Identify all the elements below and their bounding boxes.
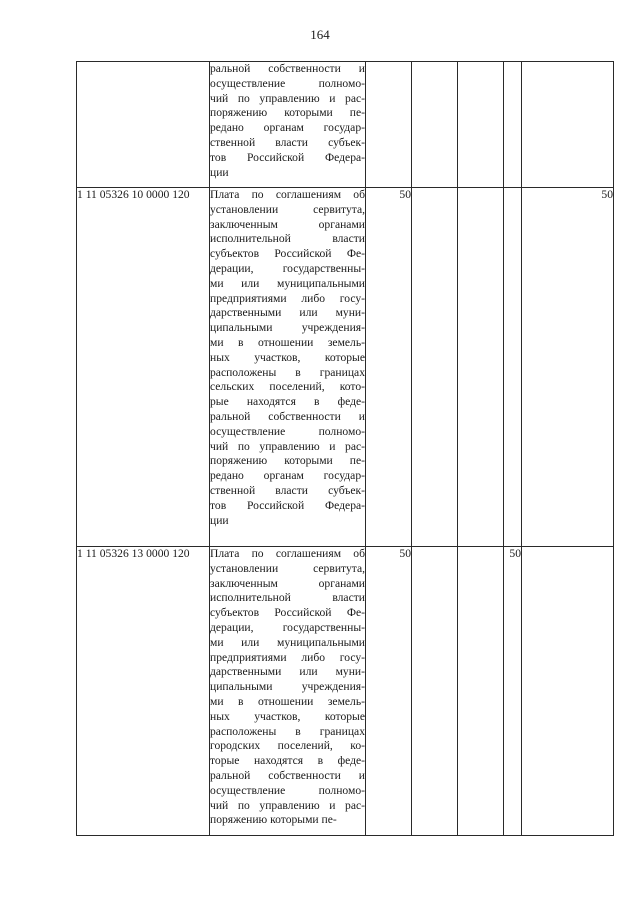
description-line: ственной власти субъек- (210, 483, 365, 497)
amount-cell (522, 62, 614, 188)
amount-cell (412, 188, 458, 547)
description-line: чий по управлению и рас- (210, 91, 365, 105)
table-row (77, 62, 614, 188)
description-line: сельских поселений, кото- (210, 380, 365, 394)
revenue-code-cell: 1 11 05326 13 0000 120 (77, 547, 210, 836)
description-line: ральной собственности и (210, 409, 365, 423)
description-line: исполнительной власти (210, 591, 365, 605)
description-line: чий по управлению и рас- (210, 439, 365, 453)
amount-cell (522, 547, 614, 836)
description-line: Плата по соглашениям об (210, 547, 365, 560)
description-line: ми в отношении земель- (210, 335, 365, 349)
amount-cell (504, 188, 522, 547)
amount-cell: 50 (366, 547, 412, 836)
description-line: осуществление полномо- (210, 76, 365, 90)
description-line: предприятиями либо госу- (210, 650, 365, 664)
amount-cell: 50 (366, 188, 412, 547)
revenue-description-cell (210, 62, 366, 188)
description-line: ми в отношении земель- (210, 694, 365, 708)
description-line: тов Российской Федера- (210, 150, 365, 164)
description-line: расположены в границах (210, 365, 365, 379)
description-line: дарственными или муни- (210, 665, 365, 679)
description-line: поряжению которыми пе- (210, 813, 337, 827)
description-line: ми или муниципальными (210, 276, 365, 290)
description-line: исполнительной власти (210, 232, 365, 246)
description-line: дарственными или муни- (210, 306, 365, 320)
description-line: заключенным органами (210, 576, 365, 590)
description-line: поряжению которыми пе- (210, 106, 365, 120)
description-line: тов Российской Федера- (210, 498, 365, 512)
revenue-description-cell (210, 188, 366, 547)
amount-cell: 50 (522, 188, 614, 547)
revenue-description-cell (210, 547, 366, 836)
amount-cell (458, 62, 504, 188)
description-line: поряжению которыми пе- (210, 454, 365, 468)
description-line: торые находятся в феде- (210, 754, 365, 768)
amount-cell (458, 547, 504, 836)
amount-cell (504, 62, 522, 188)
description-line: установлении сервитута, (210, 202, 365, 216)
description-line: ственной власти субъек- (210, 135, 365, 149)
description-line: субъектов Российской Фе- (210, 247, 365, 261)
description-line: ции (210, 165, 229, 179)
description-line: осуществление полномо- (210, 424, 365, 438)
description-line: дерации, государственны- (210, 261, 365, 275)
amount-cell (458, 188, 504, 547)
description-line: осуществление полномо- (210, 783, 365, 797)
amount-cell (366, 62, 412, 188)
description-line: дерации, государственны- (210, 620, 365, 634)
description-line: ципальными учреждения- (210, 680, 365, 694)
description-line: заключенным органами (210, 217, 365, 231)
description-line: ципальными учреждения- (210, 321, 365, 335)
table-row (77, 547, 614, 836)
description-line: городских поселений, ко- (210, 739, 365, 753)
description-line: субъектов Российской Фе- (210, 606, 365, 620)
table-row (77, 188, 614, 547)
description-line: предприятиями либо госу- (210, 291, 365, 305)
description-line: чий по управлению и рас- (210, 798, 365, 812)
description-line: ных участков, которые (210, 709, 365, 723)
description-line: ции (210, 513, 229, 527)
revenue-code-cell: 1 11 05326 10 0000 120 (77, 188, 210, 547)
description-line: Плата по соглашениям об (210, 188, 365, 201)
description-line: ральной собственности и (210, 62, 365, 75)
description-line: рые находятся в феде- (210, 395, 365, 409)
amount-cell (412, 62, 458, 188)
description-line: установлении сервитута, (210, 561, 365, 575)
description-line: ральной собственности и (210, 768, 365, 782)
amount-cell: 50 (504, 547, 522, 836)
description-line: расположены в границах (210, 724, 365, 738)
amount-cell (412, 547, 458, 836)
description-line: ми или муниципальными (210, 635, 365, 649)
revenue-code-cell (77, 62, 210, 188)
description-line: редано органам государ- (210, 121, 365, 135)
description-line: ных участков, которые (210, 350, 365, 364)
revenue-table (76, 61, 614, 836)
page-number: 164 (310, 27, 330, 42)
description-line: редано органам государ- (210, 469, 365, 483)
